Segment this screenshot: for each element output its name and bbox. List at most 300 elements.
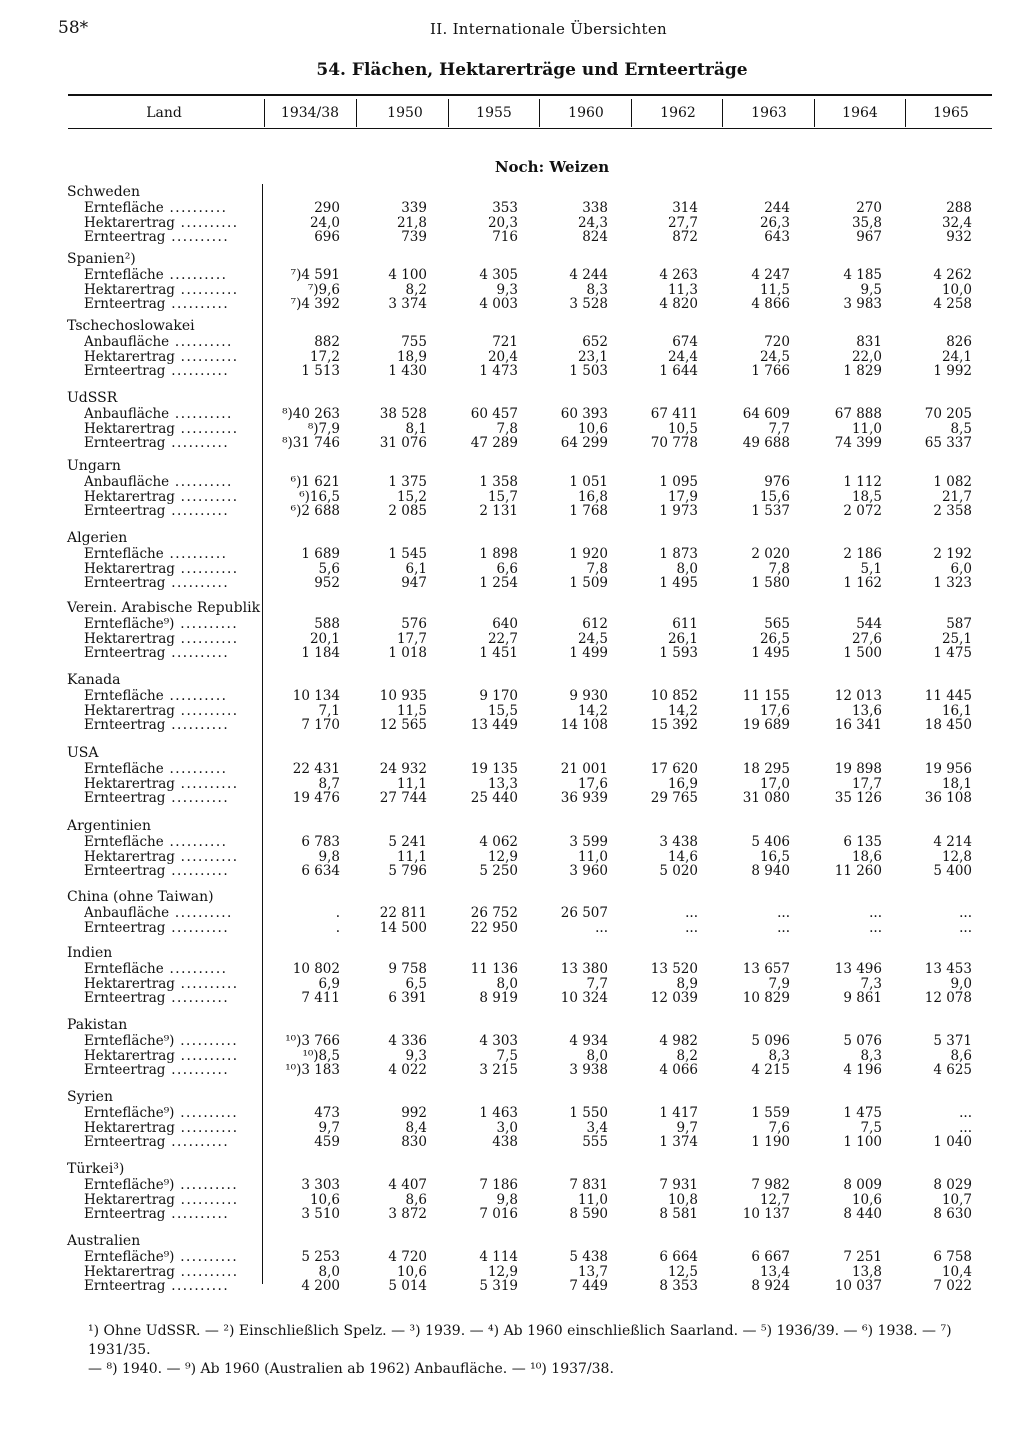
leader-dots: .......... [169,334,233,350]
table-cell: ⁸)7,9 [307,420,340,437]
table-row [0,1192,1024,1207]
table-cell: 587 [946,616,972,632]
table-row [0,1278,1024,1293]
table-cell: 7,7 [586,975,608,992]
table-cell: 10,7 [941,1191,972,1208]
table-cell: 1 898 [479,546,518,562]
table-row [0,1033,1024,1048]
table-cell: 7 831 [569,1177,608,1193]
table-cell: 10 324 [560,990,608,1006]
leader-dots: .......... [165,1134,230,1150]
table-cell: 290 [314,200,340,216]
row-label-text: Erntefläche [84,200,164,216]
row-label-text: Ernteertrag [84,435,166,451]
table-cell: 11,1 [396,775,427,792]
table-cell: 13,4 [759,1263,790,1280]
table-cell: 20,1 [309,630,340,647]
row-label-text: Ernteertrag [84,1206,166,1222]
table-row [0,863,1024,878]
table-cell: 13,8 [851,1263,882,1280]
table-cell: 640 [492,616,518,632]
table-cell: 8,0 [318,1263,340,1280]
table-row [0,406,1024,421]
leader-dots: .......... [163,961,228,977]
country-name: USA [67,745,99,761]
table-cell: 26 752 [470,905,518,921]
row-label [84,1206,250,1222]
table-cell: 12 039 [650,990,698,1006]
footnote-line: — ⁸) 1940. — ⁹) Ab 1960 (Australien ab 1962) Anbaufläche. — ¹⁰) 1937/38. [88,1361,614,1377]
row-label-text: Hektarertrag [84,348,175,365]
table-cell: 5 250 [479,863,518,879]
table-cell: 15,2 [396,488,427,505]
table-cell: 9 930 [569,688,608,704]
table-cell: 7 022 [933,1278,972,1294]
table-cell: 2 358 [933,503,972,519]
leader-dots: .......... [174,560,239,577]
row-label [84,790,250,806]
table-cell: 7,8 [586,560,608,577]
table-cell: 18,6 [851,848,882,865]
row-label-text: Ernteertrag [84,1134,166,1150]
table-cell: 17,2 [309,348,340,365]
table-cell: 7,6 [768,1119,790,1136]
table-cell: 7,1 [318,702,340,719]
table-cell: 611 [672,616,698,632]
table-cell: 19 898 [834,761,882,777]
table-cell: 830 [401,1134,427,1150]
column-header-year: 1964 [842,105,878,121]
table-cell: 18,5 [851,488,882,505]
table-cell: 739 [401,229,427,245]
row-label [84,1062,250,1078]
table-cell: 8 009 [843,1177,882,1193]
table-cell: 13,6 [851,702,882,719]
table-cell: 12 078 [924,990,972,1006]
row-label-text: Ernteertrag [84,363,166,379]
table-cell: 18,9 [396,348,427,365]
table-cell: 8,3 [586,281,608,298]
table-cell: 1 545 [388,546,427,562]
table-row [0,503,1024,518]
table-cell: 4 200 [301,1278,340,1294]
table-cell: 8,9 [676,975,698,992]
table-cell: 10 134 [292,688,340,704]
table-cell: 4 336 [388,1033,427,1049]
row-label [84,863,250,879]
table-cell: 314 [672,200,698,216]
table-cell: 18 450 [924,717,972,733]
column-separator [448,99,449,127]
table-cell: 1 495 [659,575,698,591]
leader-dots: .......... [174,1191,239,1208]
leader-dots: .......... [174,488,239,505]
leader-dots: .......... [174,1249,239,1265]
row-label-text: Erntefläche⁹) [84,616,175,632]
table-cell: ... [595,919,608,936]
table-cell: 5 371 [933,1033,972,1049]
table-cell: 824 [582,229,608,245]
table-cell: 4 866 [751,296,790,312]
table-cell: 22,7 [487,630,518,647]
row-label-text: Erntefläche [84,961,164,977]
table-cell: 10,8 [667,1191,698,1208]
table-cell: 67 888 [834,406,882,422]
column-separator [631,99,632,127]
table-cell: 5 096 [751,1033,790,1049]
table-cell: 1 190 [751,1134,790,1150]
table-cell: 1 593 [659,645,698,661]
table-cell: 60 393 [560,406,608,422]
row-label-text: Hektarertrag [84,488,175,505]
table-cell: 4 114 [479,1249,518,1265]
table-cell: 4 305 [479,267,518,283]
row-label-text: Erntefläche [84,688,164,704]
table-cell: 1 495 [751,645,790,661]
table-cell: 24,5 [759,348,790,365]
table-cell: 8 353 [659,1278,698,1294]
table-cell: ¹⁰)3 766 [285,1033,340,1049]
row-label [84,503,250,519]
table-cell: 19 135 [470,761,518,777]
row-label-text: Hektarertrag [84,1191,175,1208]
leader-dots: .......... [165,1278,230,1294]
row-label-text: Erntefläche⁹) [84,1249,175,1265]
table-cell: 947 [401,575,427,591]
row-label [84,229,250,245]
leader-dots: .......... [174,1047,239,1064]
table-cell: 8,3 [860,1047,882,1064]
table-cell: 4 066 [659,1062,698,1078]
table-cell: 11,0 [577,1191,608,1208]
leader-dots: .......... [174,1263,239,1280]
row-label-text: Hektarertrag [84,848,175,865]
table-cell: 74 399 [834,435,882,451]
country-name: Australien [67,1233,141,1249]
table-cell: 19 476 [292,790,340,806]
table-row [0,631,1024,646]
leader-dots: .......... [163,834,228,850]
table-cell: 12,8 [941,848,972,865]
column-separator [264,99,265,127]
leader-dots: .......... [163,200,228,216]
table-cell: 1 768 [569,503,608,519]
table-cell: 967 [856,229,882,245]
table-row [0,645,1024,660]
table-cell: 9,3 [496,281,518,298]
table-row [0,920,1024,935]
row-label-text: Ernteertrag [84,645,166,661]
row-label-text: Hektarertrag [84,214,175,231]
table-cell: 24,3 [577,214,608,231]
table-cell: 9,7 [676,1119,698,1136]
table-row [0,282,1024,297]
table-cell: ... [869,905,882,921]
column-header-year: 1960 [568,105,604,121]
table-cell: 7 251 [843,1249,882,1265]
table-row [0,229,1024,244]
table-cell: 13 520 [650,961,698,977]
table-cell: 10,0 [941,281,972,298]
table-cell: 1 374 [659,1134,698,1150]
table-row [0,790,1024,805]
table-cell: 6,0 [950,560,972,577]
table-cell: 992 [401,1105,427,1121]
table-cell: 6 783 [301,834,340,850]
table-cell: 1 829 [843,363,882,379]
table-row [0,267,1024,282]
table-cell: 5,6 [318,560,340,577]
table-cell: 10,6 [577,420,608,437]
table-cell: 3 303 [301,1177,340,1193]
table-cell: 8 630 [933,1206,972,1222]
table-cell: 26,5 [759,630,790,647]
table-cell: 6 664 [659,1249,698,1265]
table-cell: ... [959,919,972,936]
table-cell: 67 411 [650,406,698,422]
table-cell: 15,7 [487,488,518,505]
table-cell: ⁷)9,6 [307,281,340,298]
table-cell: 10 852 [650,688,698,704]
table-cell: 11,0 [851,420,882,437]
leader-dots: .......... [165,863,230,879]
table-cell: 6,1 [405,560,427,577]
row-label-text: Erntefläche [84,761,164,777]
table-cell: 5,1 [860,560,882,577]
table-cell: 4 185 [843,267,882,283]
table-cell: 7,8 [768,560,790,577]
leader-dots: .......... [174,702,239,719]
leader-dots: .......... [165,503,230,519]
table-cell: 2 085 [388,503,427,519]
table-cell: 3 599 [569,834,608,850]
table-cell: 9,8 [496,1191,518,1208]
table-row [0,1048,1024,1063]
table-cell: 6 667 [751,1249,790,1265]
table-cell: 24,1 [941,348,972,365]
column-header-year: 1965 [933,105,969,121]
table-cell: ... [959,1105,972,1121]
table-cell: 652 [582,334,608,350]
table-cell: 3 528 [569,296,608,312]
country-name: UdSSR [67,390,118,406]
table-cell: 3 438 [659,834,698,850]
column-separator [905,99,906,127]
table-cell: 5 014 [388,1278,427,1294]
table-cell: 24,0 [309,214,340,231]
country-name: Argentinien [67,818,151,834]
table-cell: 8,4 [405,1119,427,1136]
table-cell: 3,0 [496,1119,518,1136]
table-cell: 270 [856,200,882,216]
table-cell: 5 319 [479,1278,518,1294]
table-cell: 339 [401,200,427,216]
table-cell: 22 950 [470,919,518,936]
table-cell: 831 [856,334,882,350]
leader-dots: .......... [165,296,230,312]
table-cell: 32,4 [941,214,972,231]
table-cell: ⁶)2 688 [290,503,340,519]
table-row [0,688,1024,703]
table-row [0,1177,1024,1192]
table-title: 54. Flächen, Hektarerträge und Ernteerträge [316,60,748,80]
leader-dots: .......... [169,905,233,921]
table-cell: 1 451 [479,645,518,661]
table-cell: 7,8 [496,420,518,437]
table-row [0,435,1024,450]
table-cell: 976 [764,474,790,490]
table-cell: 31 080 [742,790,790,806]
table-cell: 555 [582,1134,608,1150]
table-row [0,215,1024,230]
table-cell: 11 445 [924,688,972,704]
table-cell: 13 657 [742,961,790,977]
table-cell: 12 013 [834,688,882,704]
table-cell: 7,7 [768,420,790,437]
table-cell: 22 811 [379,905,427,921]
leader-dots: .......... [163,546,228,562]
table-cell: 643 [764,229,790,245]
table-cell: 9,8 [318,848,340,865]
table-cell: 22 431 [292,761,340,777]
section-label: Noch: Weizen [494,158,610,176]
table-cell: 1 503 [569,363,608,379]
table-cell: 5 406 [751,834,790,850]
table-cell: 27,7 [667,214,698,231]
leader-dots: .......... [174,1033,239,1049]
table-cell: 1 375 [388,474,427,490]
row-label-text: Hektarertrag [84,975,175,992]
table-cell: 8,6 [405,1191,427,1208]
row-label [84,1278,250,1294]
table-cell: 612 [582,616,608,632]
table-cell: ⁶)1 621 [290,474,340,490]
row-label-text: Hektarertrag [84,1263,175,1280]
table-cell: 2 192 [933,546,972,562]
table-cell: 932 [946,229,972,245]
row-label-text: Ernteertrag [84,1278,166,1294]
table-cell: ... [685,919,698,936]
table-cell: 10 037 [834,1278,882,1294]
table-row [0,761,1024,776]
table-cell: 1 254 [479,575,518,591]
country-name: Syrien [67,1089,113,1105]
table-row [0,976,1024,991]
table-cell: 3 872 [388,1206,427,1222]
table-cell: 1 550 [569,1105,608,1121]
table-cell: 1 559 [751,1105,790,1121]
table-cell: 8,1 [405,420,427,437]
table-cell: 2 020 [751,546,790,562]
leader-dots: .......... [165,990,230,1006]
table-cell: 1 162 [843,575,882,591]
table-row [0,703,1024,718]
country-name: Ungarn [67,458,121,474]
table-cell: 4 262 [933,267,972,283]
table-cell: 8,6 [950,1047,972,1064]
table-cell: 19 956 [924,761,972,777]
row-label-text: Hektarertrag [84,1119,175,1136]
table-cell: 3 960 [569,863,608,879]
table-cell: 872 [672,229,698,245]
row-label-text: Ernteertrag [84,575,166,591]
table-cell: 3 510 [301,1206,340,1222]
table-cell: 24,5 [577,630,608,647]
row-label-text: Hektarertrag [84,775,175,792]
table-cell: 5 241 [388,834,427,850]
table-row [0,1249,1024,1264]
table-cell: 5 076 [843,1033,882,1049]
table-cell: 21,7 [941,488,972,505]
table-cell: 20,3 [487,214,518,231]
table-cell: 2 072 [843,503,882,519]
table-cell: 70 778 [650,435,698,451]
leader-dots: .......... [165,229,230,245]
table-row [0,961,1024,976]
table-cell: 7,9 [768,975,790,992]
table-cell: ¹⁰)8,5 [302,1047,340,1064]
table-cell: 3 983 [843,296,882,312]
table-cell: ¹⁰)3 183 [285,1062,340,1078]
table-cell: 13,3 [487,775,518,792]
row-label [84,920,250,936]
table-cell: 1 644 [659,363,698,379]
table-cell: 9,3 [405,1047,427,1064]
table-cell: 12 565 [379,717,427,733]
column-separator [722,99,723,127]
table-cell: 353 [492,200,518,216]
table-cell: 31 076 [379,435,427,451]
row-label-text: Hektarertrag [84,420,175,437]
table-cell: 16,1 [941,702,972,719]
table-cell: 4 100 [388,267,427,283]
table-cell: 13 380 [560,961,608,977]
table-cell: 8,2 [676,1047,698,1064]
table-cell: 1 580 [751,575,790,591]
leader-dots: .......... [165,575,230,591]
header-top-rule [68,94,992,96]
table-row [0,561,1024,576]
row-label-text: Anbaufläche [84,905,170,921]
table-cell: 4 215 [751,1062,790,1078]
table-row [0,616,1024,631]
table-cell: 1 513 [301,363,340,379]
table-cell: 3 938 [569,1062,608,1078]
table-cell: 1 473 [479,363,518,379]
table-cell: 244 [764,200,790,216]
table-cell: 70 205 [924,406,972,422]
table-cell: 588 [314,616,340,632]
table-cell: 1 537 [751,503,790,519]
table-cell: 17,7 [851,775,882,792]
table-cell: 8 440 [843,1206,882,1222]
column-header-year: 1934/38 [280,105,340,121]
leader-dots: .......... [174,1119,239,1136]
table-cell: 8,0 [676,560,698,577]
table-cell: 29 765 [650,790,698,806]
table-cell: 8,3 [768,1047,790,1064]
table-cell: 7 016 [479,1206,518,1222]
table-cell: 5 020 [659,863,698,879]
table-cell: 1 112 [843,474,882,490]
leader-dots: .......... [169,406,233,422]
table-cell: 4 062 [479,834,518,850]
table-cell: 8 590 [569,1206,608,1222]
table-row [0,1206,1024,1221]
row-label-text: Hektarertrag [84,702,175,719]
table-row [0,200,1024,215]
table-cell: 1 463 [479,1105,518,1121]
